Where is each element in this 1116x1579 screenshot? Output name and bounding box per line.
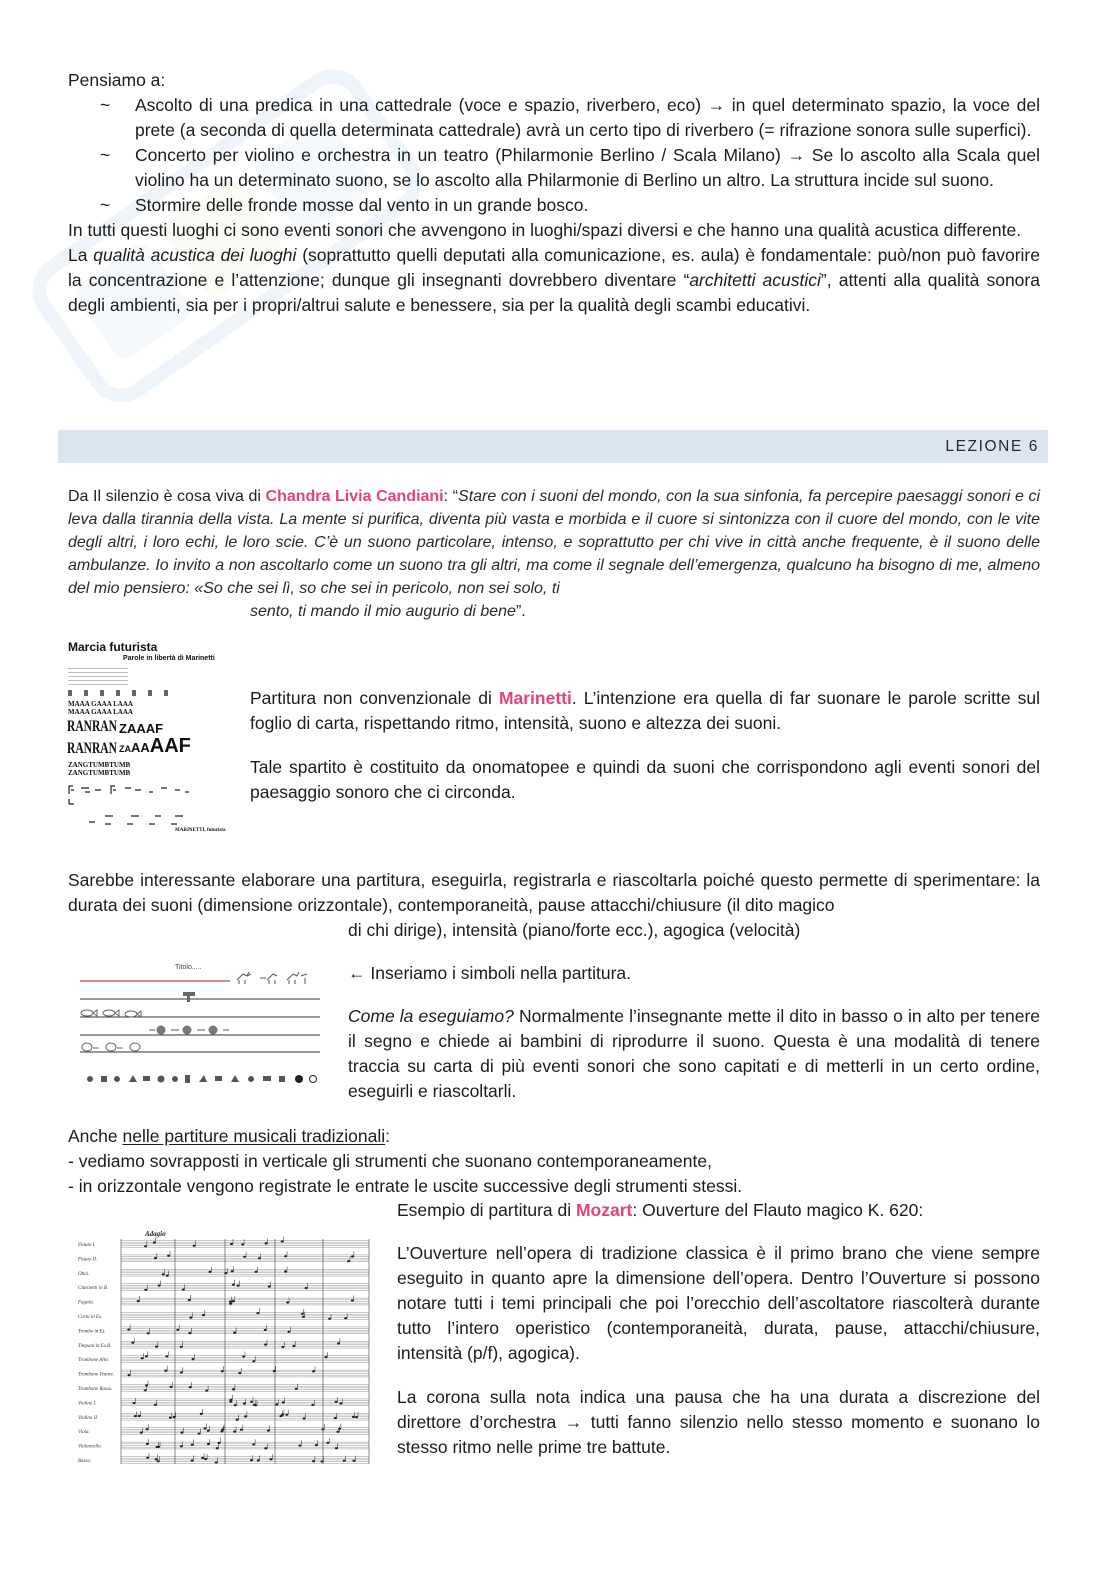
note-head — [232, 1284, 235, 1286]
figure-subtitle: Parole in libertà di Marinetti — [123, 655, 215, 662]
note-head — [355, 1416, 358, 1418]
quote-open: : “ — [443, 488, 459, 505]
note-head — [351, 1255, 354, 1257]
symbols-title: Titolo..... — [175, 964, 202, 971]
note-head — [237, 1285, 240, 1287]
legend-icons — [87, 1075, 317, 1083]
scribble-marks — [69, 786, 189, 824]
note-head — [286, 1301, 289, 1303]
note-head — [205, 1390, 208, 1392]
instrument-label: Viola. — [78, 1430, 90, 1436]
note-head — [193, 1245, 196, 1247]
note-head — [256, 1312, 259, 1314]
onomatopoeia-paragraph: Tale spartito è costituito da onomatopee e quindi da suoni che corrispondono agli eventi sonori del paesaggio sonoro che ci circonda. — [250, 757, 1040, 802]
instrument-label: Trombone Basso. — [78, 1387, 113, 1392]
ouverture-paragraph: L’Ouverture nell’opera di tradizione classica è il primo brano che viene sempre eseguito in quanto apre la dimensione dell’opera. Dentro l’Ouverture si possono notare tutti i temi principali che poi l’orecchio dell’ascoltatore riascolterà durante tutto l’intero operistico (contemporaneità, durata, pause, attacchi/chiusure, intensità (p/f), agogica). — [397, 1243, 1040, 1363]
note-head — [265, 1242, 268, 1244]
marinetti-name: Marinetti — [498, 688, 572, 708]
note-head — [250, 1459, 253, 1461]
note-head — [146, 1457, 149, 1459]
note-head — [275, 1403, 278, 1405]
note-head — [207, 1443, 210, 1445]
figure-title: Marcia futurista — [68, 640, 158, 654]
note-head — [287, 1331, 290, 1333]
list-item-text: Ascolto di una predica in una cattedrale (voce e spazio, riverbero, eco) → in quel determinato spazio, la voce del prete (a seconda di quella determinata cattedrale) avrà un certo tipo di riverbero (= rifrazione sonora sulle superfici). — [135, 95, 1040, 140]
za-part: ZA — [119, 744, 131, 754]
note-head — [221, 1428, 224, 1430]
note-head — [243, 1403, 246, 1405]
score-idea-paragraph — [68, 868, 1040, 943]
candiani-quote — [68, 485, 1040, 623]
note-head — [189, 1386, 192, 1388]
note-head — [144, 1389, 147, 1391]
note-head — [303, 1417, 306, 1419]
fish-icons — [81, 1010, 141, 1017]
note-head — [141, 1357, 144, 1359]
note-head — [224, 1272, 227, 1274]
intro-section — [68, 68, 1040, 318]
intro-list — [68, 93, 1040, 218]
note-head — [201, 1457, 204, 1459]
zang-word: ZANGTUMBTUMB — [68, 761, 131, 769]
note-head — [138, 1415, 141, 1417]
note-head — [343, 1460, 346, 1462]
note-head — [285, 1414, 288, 1416]
note-head — [344, 1317, 347, 1319]
quote-close: ”. — [515, 603, 526, 620]
score-idea-tail: di chi dirige), intensità (piano/forte ecc.), agogica (velocità) — [348, 920, 801, 940]
note-head — [352, 1416, 355, 1418]
note-head — [204, 1458, 207, 1460]
text-run: Esempio di partitura di — [397, 1200, 576, 1220]
note-head — [337, 1431, 340, 1433]
note-head — [207, 1430, 210, 1432]
note-head — [231, 1270, 234, 1272]
note-head — [180, 1346, 183, 1348]
note-head — [242, 1355, 245, 1357]
note-head — [233, 1332, 236, 1334]
note-head — [267, 1430, 270, 1432]
note-head — [252, 1443, 255, 1445]
emphasis: Come la eseguiamo? — [348, 1006, 514, 1026]
za-part: AAF — [149, 735, 191, 757]
note-head — [192, 1358, 195, 1360]
note-head — [134, 1415, 137, 1417]
note-head — [229, 1303, 232, 1305]
traditional-item: - in orizzontale vengono registrate le entrate le uscite successive degli strumenti stessi. — [68, 1176, 743, 1196]
figure-signature: MARINETTI, futurista — [175, 828, 226, 833]
instrument-label: Trombone Alto. — [78, 1358, 109, 1364]
note-head — [157, 1446, 160, 1448]
note-head — [146, 1428, 149, 1430]
instrument-label: Clarinetti in B. — [78, 1286, 109, 1292]
note-head — [255, 1271, 258, 1273]
note-head — [229, 1301, 232, 1303]
note-head — [157, 1460, 160, 1462]
note-head — [302, 1316, 305, 1318]
quote-prefix: Da Il silenzio è cosa viva di — [68, 488, 266, 505]
list-item-text: Stormire delle fronde mosse dal vento in un grande bosco. — [135, 195, 589, 215]
note-head — [326, 1442, 329, 1444]
quote-author: Chandra Livia Candiani — [265, 488, 444, 505]
note-head — [170, 1386, 173, 1388]
note-head — [188, 1332, 191, 1334]
note-head — [284, 1255, 287, 1257]
onomatopoeia-row: MAAA GAAA LAAA — [68, 700, 133, 708]
note-head — [165, 1355, 168, 1357]
note-head — [180, 1445, 183, 1447]
note-head — [282, 1401, 285, 1403]
note-head — [155, 1346, 158, 1348]
note-head — [241, 1243, 244, 1245]
emphasis: qualità acustica dei luoghi — [93, 245, 297, 265]
tilde-bullet: ~ — [100, 145, 111, 165]
note-head — [162, 1273, 165, 1275]
zaaaf-word: ZAAAF — [119, 721, 164, 736]
note-head — [244, 1415, 247, 1417]
instrument-label: Trombe in Es. — [78, 1329, 106, 1335]
note-head — [191, 1444, 194, 1446]
tilde-bullet: ~ — [100, 95, 111, 115]
emphasis: architetti acustici — [689, 270, 821, 290]
fine-print — [68, 665, 128, 687]
note-head — [180, 1432, 183, 1434]
note-head — [334, 1417, 337, 1419]
hand-icons — [82, 1043, 140, 1051]
text-run: : Ouverture del Flauto magico K. 620: — [632, 1200, 924, 1220]
instrument-label: Violino II. — [78, 1415, 99, 1421]
instrument-label: Violino I. — [78, 1401, 97, 1407]
marinetti-score-image — [65, 640, 233, 838]
instrument-labels — [77, 1243, 114, 1464]
note-head — [147, 1332, 150, 1334]
note-head — [131, 1342, 134, 1344]
traditional-lead — [68, 1124, 1040, 1149]
text-run: ”, attenti alla qualità sonora degli ambienti, sia per i propri/altrui salute e benessere, sia per la qualità degli scambi educativi. — [68, 270, 1040, 315]
ball-icons — [149, 1026, 229, 1035]
note-head — [254, 1404, 257, 1406]
lesson-banner — [58, 430, 1048, 463]
note-head — [335, 1401, 338, 1403]
note-head — [158, 1284, 161, 1286]
note-head — [176, 1329, 179, 1331]
quote-text: Stare con i suoni del mondo, con la sua sinfonia, fa percepire paesaggi sonori e ci leva dalla tirannia della vista. La mente si purifica, diventa più vasta e morbida e il cuore si sintonizza con il cuore del mondo, con le vite degli altri, i loro echi, le loro scie. C’è un suono particolare, intenso, e soprattutto per chi vive in città anche frequente, è il suono delle ambulanze. Io invito a non ascoltarlo come un suono tra gli altri, ma come il segnale dell’emergenza, qualcuno ha bisogno di me, almeno del mio pensiero: «So che sei lì, so che sei in pericolo, non sei solo, ti — [68, 488, 1041, 597]
list-item — [68, 93, 1040, 143]
note-head — [189, 1317, 192, 1319]
note-head — [258, 1257, 261, 1259]
note-head — [173, 1416, 176, 1418]
note-head — [233, 1430, 236, 1432]
note-head — [270, 1458, 273, 1460]
dog-icons — [237, 972, 307, 984]
mozart-score-image — [75, 1228, 372, 1470]
ranran-word: RANRAN — [67, 718, 117, 735]
mozart-description — [397, 1241, 1040, 1460]
zang-word: ZANGTUMBTUMB — [68, 769, 131, 777]
note-head — [315, 1444, 318, 1446]
text-run: La — [68, 245, 94, 265]
note-head — [268, 1286, 271, 1288]
acoustic-quality-paragraph — [68, 243, 1040, 318]
note-head — [252, 1360, 255, 1362]
ranran-word: RANRAN — [67, 740, 117, 757]
fine-print — [68, 690, 178, 696]
note-head — [230, 1243, 233, 1245]
note-head — [182, 1288, 185, 1290]
note-head — [311, 1404, 314, 1406]
list-item — [68, 143, 1040, 193]
note-head — [191, 1459, 194, 1461]
mozart-name: Mozart — [575, 1200, 633, 1220]
note-head — [305, 1287, 308, 1289]
note-head — [137, 1300, 140, 1302]
note-head — [215, 1461, 218, 1463]
note-head — [335, 1447, 338, 1449]
note-head — [284, 1270, 287, 1272]
note-head — [232, 1300, 235, 1302]
note-head — [232, 1388, 235, 1390]
traditional-scores — [68, 1124, 1040, 1199]
za-part: AA — [131, 740, 150, 755]
mozart-caption — [397, 1198, 1040, 1223]
note-head — [236, 1419, 239, 1421]
note-head — [164, 1370, 167, 1372]
note-head — [204, 1427, 207, 1429]
fermata-paragraph: La corona sulla nota indica una pausa che ha una durata a discrezione del direttore d’orchestra → tutti fanno silenzio nello stesso momento e suonano lo stesso ritmo nelle prime tre battute. — [397, 1387, 1040, 1457]
note-head — [347, 1260, 350, 1262]
note-head — [218, 1442, 221, 1444]
tilde-bullet: ~ — [100, 195, 111, 215]
symbols-score-image — [75, 958, 323, 1093]
note-head — [153, 1241, 156, 1243]
gun-icon — [183, 992, 195, 1002]
note-head — [301, 1313, 304, 1315]
note-head — [281, 1414, 284, 1416]
note-head — [133, 1402, 136, 1404]
note-head — [328, 1318, 331, 1320]
lesson-label: LEZIONE 6 — [945, 438, 1039, 455]
instrument-label: Fagotti. — [78, 1300, 94, 1306]
tempo-marking: Adagio — [145, 1230, 166, 1238]
note-head — [337, 1342, 340, 1344]
note-head — [234, 1404, 237, 1406]
note-head — [209, 1271, 212, 1273]
text-run: (soprattutto quelli deputati alla comunicazione, es. aula) è fondamentale: può/non può favorire la concentrazione e l’attenzione; dunque gli insegnanti dovrebbero diventare “ — [68, 245, 1040, 290]
note-head — [295, 1388, 298, 1390]
note-head — [216, 1447, 219, 1449]
note-head — [140, 1432, 143, 1434]
note-head — [146, 1443, 149, 1445]
note-head — [264, 1447, 267, 1449]
quote-tail: sento, ti mando il mio augurio di bene — [250, 603, 516, 620]
text-run: . L’intenzione era quella di far suonare le parole scritte sul foglio di carta, rispettando ritmo, intensità, suono e altezza dei suoni. — [250, 688, 1040, 733]
note-head — [281, 1240, 284, 1242]
list-item — [68, 193, 1040, 218]
note-head — [127, 1329, 130, 1331]
note-head — [325, 1356, 328, 1358]
quote-last-line — [68, 600, 1040, 623]
instrument-label: Timpani in Es.B. — [78, 1343, 112, 1349]
note-head — [353, 1460, 356, 1462]
text-run: Partitura non convenzionale di — [250, 688, 499, 708]
note-head — [250, 1401, 253, 1403]
places-paragraph: In tutti questi luoghi ci sono eventi sonori che avvengono in luoghi/spazi diversi e che hanno una qualità acustica differente. — [68, 220, 1022, 240]
note-head — [338, 1428, 341, 1430]
instrument-label: Flauto II. — [78, 1257, 98, 1263]
note-head — [154, 1404, 157, 1406]
list-item-text: Concerto per violino e orchestra in un teatro (Philarmonie Berlino / Scala Milano) → Se lo ascolto alla Scala quel violino ha un determinato suono, se lo ascolto alla Philarmonie di Berlino un altro. La struttura incide sul suono. — [135, 145, 1040, 190]
quote-body — [68, 485, 1040, 600]
note-head — [351, 1299, 354, 1301]
marinetti-description — [250, 686, 1040, 805]
note-head — [169, 1417, 172, 1419]
text-run: : — [385, 1126, 390, 1146]
note-head — [312, 1370, 315, 1372]
score-idea-main: Sarebbe interessante elaborare una partitura, eseguirla, registrarla e riascoltarla poiché questo permette di sperimentare: la durata dei suoni (dimensione orizzontale), contemporaneità, pause attacchi/chiusure (il dito magico — [68, 870, 1040, 915]
note-head — [188, 1299, 191, 1301]
symbols-description — [348, 961, 1040, 1104]
note-head — [257, 1459, 260, 1461]
note-head — [273, 1370, 276, 1372]
traditional-item: - vediamo sovrapposti in verticale gli strumenti che suonano contemporaneamente, — [68, 1151, 712, 1171]
note-head — [312, 1460, 315, 1462]
note-head — [167, 1255, 170, 1257]
text-run: Anche — [68, 1126, 123, 1146]
note-head — [238, 1372, 241, 1374]
instrument-label: Violoncello. — [78, 1444, 102, 1450]
note-head — [200, 1413, 203, 1415]
note-head — [321, 1428, 324, 1430]
note-head — [145, 1384, 148, 1386]
note-head — [264, 1344, 267, 1346]
zaaaaaf-word — [119, 736, 191, 759]
note-head — [264, 1329, 267, 1331]
note-head — [144, 1245, 147, 1247]
insert-symbols-line: ← Inseriamo i simboli nella partitura. — [348, 963, 632, 983]
text-run: Normalmente l’insegnante mette il dito in basso o in alto per tenere il segno e chiede ai bambini di riprodurre il suono. Questa è una modalità di tenere traccia su carta di più eventi sonori che sono capitati e di metterli in un certo ordine, eseguirli e riascoltarli. — [348, 1006, 1040, 1101]
note-head — [166, 1275, 169, 1277]
note-head — [321, 1460, 324, 1462]
note-head — [145, 1355, 148, 1357]
note-head — [339, 1402, 342, 1404]
note-head — [221, 1370, 224, 1372]
note-head — [154, 1257, 157, 1259]
note-head — [292, 1345, 295, 1347]
intro-lead: Pensiamo a: — [68, 70, 166, 90]
underlined-text: nelle partiture musicali tradizionali — [122, 1126, 386, 1146]
instrument-label: Trombone Tenore. — [78, 1372, 115, 1378]
execution-paragraph — [348, 1004, 1040, 1104]
instrument-label: Corni in Es. — [78, 1315, 103, 1320]
note-head — [128, 1374, 131, 1376]
instrument-label: Flauto I. — [78, 1243, 96, 1248]
note-head — [198, 1433, 201, 1435]
note-head — [243, 1256, 246, 1258]
note-head — [144, 1289, 147, 1291]
note-head — [298, 1445, 301, 1447]
note-head — [229, 1399, 232, 1401]
note-head — [155, 1458, 158, 1460]
marinetti-paragraph — [250, 686, 1040, 736]
notation-marks — [65, 780, 233, 828]
note-head — [180, 1371, 183, 1373]
note-head — [281, 1346, 284, 1348]
instrument-label: Oboi. — [78, 1271, 90, 1277]
note-head — [240, 1429, 243, 1431]
onomatopoeia-row: MAAA GAAA LAAA — [68, 708, 133, 716]
note-head — [202, 1314, 205, 1316]
instrument-label: Basso. — [78, 1459, 92, 1464]
